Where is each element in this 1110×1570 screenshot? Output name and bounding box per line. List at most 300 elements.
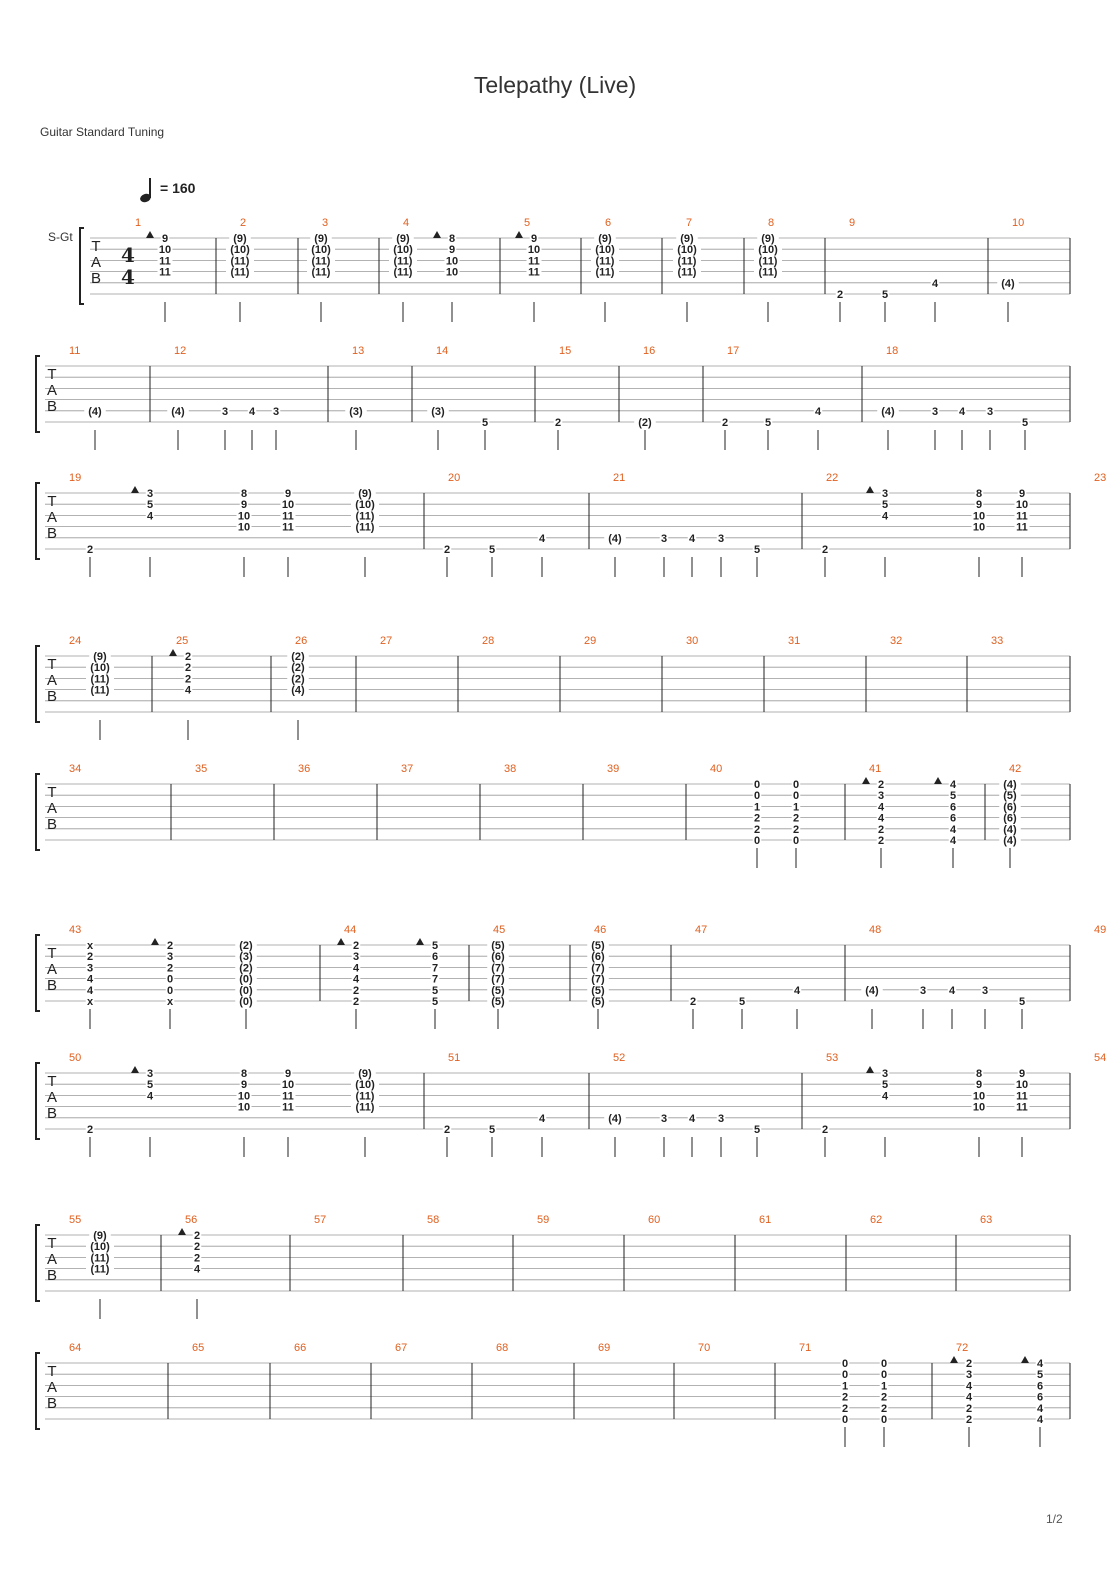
- fret-number: (2): [239, 940, 253, 952]
- measure-number: 53: [826, 1052, 839, 1064]
- fret-number: 4: [193, 1263, 201, 1276]
- upstroke-arrow-icon: [337, 938, 345, 945]
- upstroke-arrow-icon: [131, 1066, 139, 1073]
- fret-number: 4: [86, 984, 94, 997]
- fret-number: (11): [230, 266, 250, 279]
- measure-number: 44: [344, 924, 357, 936]
- measure-number: 7: [686, 217, 693, 229]
- fret-number: 3: [221, 405, 229, 418]
- fret-number: 1: [753, 801, 761, 814]
- fret-number: 2: [352, 984, 360, 997]
- fret-number: 9: [240, 1079, 248, 1092]
- fret-number: 11: [282, 521, 294, 534]
- fret-number: 4: [1036, 1402, 1044, 1415]
- measure-number: 48: [869, 924, 882, 936]
- measure-number: 71: [799, 1342, 812, 1354]
- fret-number: 4: [949, 823, 957, 836]
- fret-number: (10): [393, 244, 413, 257]
- fret-number: (4): [865, 984, 879, 997]
- fret-number: 11: [159, 266, 171, 279]
- fret-number: (5): [591, 940, 605, 952]
- fret-number: 5: [431, 940, 439, 952]
- fret-number: 6: [949, 801, 957, 814]
- measure-number: 38: [504, 763, 517, 775]
- fret-number: (11): [90, 684, 110, 697]
- fret-number: (11): [393, 266, 413, 279]
- fret-number: (6): [1003, 801, 1017, 814]
- tab-clef-letter: A: [46, 382, 58, 399]
- fret-number: 10: [237, 521, 251, 534]
- fret-number: (2): [291, 651, 305, 663]
- fret-number: (4): [291, 684, 305, 697]
- tab-clef-letter: A: [46, 1251, 58, 1268]
- tab-staff: [0, 754, 1110, 884]
- fret-number: 5: [753, 1124, 761, 1136]
- staff-bracket: [36, 1225, 40, 1301]
- fret-number: 3: [931, 405, 939, 418]
- fret-number: 5: [1018, 996, 1026, 1008]
- fret-number: 4: [538, 532, 546, 545]
- fret-number: 6: [431, 951, 439, 964]
- measure-number: 33: [991, 635, 1004, 647]
- fret-number: (7): [491, 973, 505, 986]
- fret-number: x: [86, 940, 94, 952]
- fret-number: 4: [877, 801, 885, 814]
- upstroke-arrow-icon: [515, 231, 523, 238]
- fret-number: 2: [166, 940, 174, 952]
- measure-number: 51: [448, 1052, 461, 1064]
- fret-number: 11: [282, 1101, 294, 1114]
- tab-system: [0, 208, 1110, 338]
- fret-number: (11): [677, 255, 697, 268]
- staff-bracket: [36, 356, 40, 432]
- fret-number: 2: [193, 1230, 201, 1242]
- tempo-value: = 160: [160, 180, 196, 196]
- fret-number: 10: [1015, 1079, 1029, 1092]
- upstroke-arrow-icon: [416, 938, 424, 945]
- measure-number: 65: [192, 1342, 205, 1354]
- fret-number: (11): [230, 255, 250, 268]
- tab-staff: [0, 626, 1110, 756]
- fret-number: (7): [591, 962, 605, 975]
- fret-number: (5): [591, 996, 605, 1008]
- fret-number: 8: [448, 233, 456, 245]
- measure-number: 45: [493, 924, 506, 936]
- fret-number: 3: [166, 951, 174, 964]
- fret-number: 5: [1021, 417, 1029, 429]
- measure-number: 10: [1012, 217, 1025, 229]
- fret-number: 4: [688, 532, 696, 545]
- fret-number: 4: [948, 984, 956, 997]
- fret-number: 3: [272, 405, 280, 418]
- fret-number: 10: [972, 521, 986, 534]
- fret-number: (4): [608, 1112, 622, 1125]
- fret-number: 10: [527, 244, 541, 257]
- fret-number: (10): [758, 244, 778, 257]
- fret-number: 4: [146, 510, 154, 523]
- fret-number: 9: [975, 1079, 983, 1092]
- measure-number: 41: [869, 763, 882, 775]
- tab-staff: [0, 208, 1110, 338]
- measure-number: 27: [380, 635, 393, 647]
- fret-number: 2: [184, 662, 192, 675]
- tab-clef-letter: A: [46, 672, 58, 689]
- tab-system: [0, 1043, 1110, 1173]
- fret-number: 3: [965, 1369, 973, 1382]
- fret-number: 2: [877, 835, 885, 847]
- measure-number: 50: [69, 1052, 82, 1064]
- fret-number: (2): [291, 662, 305, 675]
- fret-number: (9): [358, 1068, 372, 1080]
- fret-number: 1: [792, 801, 800, 814]
- measure-number: 12: [174, 345, 187, 357]
- measure-number: 4: [403, 217, 410, 229]
- fret-number: 5: [146, 499, 154, 512]
- measure-number: 22: [826, 472, 839, 484]
- upstroke-arrow-icon: [131, 486, 139, 493]
- page-number: 1/2: [1046, 1512, 1063, 1526]
- fret-number: 5: [881, 499, 889, 512]
- measure-number: 19: [69, 472, 82, 484]
- fret-number: 0: [841, 1369, 849, 1382]
- tab-clef-letter: B: [46, 1105, 58, 1122]
- fret-number: (4): [171, 405, 185, 418]
- fret-number: (9): [93, 651, 107, 663]
- fret-number: 4: [949, 779, 957, 791]
- fret-number: (2): [239, 962, 253, 975]
- fret-number: 4: [814, 405, 822, 418]
- upstroke-arrow-icon: [934, 777, 942, 784]
- fret-number: 10: [972, 1101, 986, 1114]
- fret-number: (4): [88, 405, 102, 418]
- tab-clef-letter: T: [91, 238, 101, 255]
- tab-system: [0, 1333, 1110, 1463]
- fret-number: 2: [721, 417, 729, 429]
- fret-number: (9): [598, 233, 612, 245]
- tab-staff: [0, 1333, 1110, 1463]
- fret-number: 2: [554, 417, 562, 429]
- fret-number: x: [166, 996, 174, 1008]
- staff-bracket: [36, 483, 40, 559]
- fret-number: 0: [792, 835, 800, 847]
- fret-number: (4): [1003, 823, 1017, 836]
- tab-clef-letter: A: [46, 961, 58, 978]
- measure-number: 66: [294, 1342, 307, 1354]
- fret-number: 1: [880, 1380, 888, 1393]
- measure-number: 61: [759, 1214, 772, 1226]
- tab-system: [0, 463, 1110, 593]
- fret-number: 3: [660, 1112, 668, 1125]
- tab-clef-letter: A: [46, 509, 58, 526]
- fret-number: 7: [431, 962, 439, 975]
- tab-clef-letter: B: [46, 688, 58, 705]
- fret-number: 2: [792, 812, 800, 825]
- measure-number: 64: [69, 1342, 82, 1354]
- fret-number: 10: [281, 1079, 295, 1092]
- fret-number: (0): [239, 984, 253, 997]
- fret-number: 4: [949, 835, 957, 847]
- fret-number: 0: [753, 779, 761, 791]
- fret-number: 9: [161, 233, 169, 245]
- fret-number: 2: [965, 1402, 973, 1415]
- fret-number: (10): [311, 244, 331, 257]
- tab-clef-letter: B: [46, 977, 58, 994]
- measure-number: 20: [448, 472, 461, 484]
- measure-number: 62: [870, 1214, 883, 1226]
- fret-number: 5: [488, 544, 496, 556]
- tempo-marking: [140, 178, 230, 206]
- fret-number: 3: [660, 532, 668, 545]
- fret-number: (11): [595, 266, 615, 279]
- fret-number: (11): [90, 673, 110, 686]
- fret-number: 2: [821, 1124, 829, 1136]
- measure-number: 57: [314, 1214, 327, 1226]
- fret-number: (5): [591, 984, 605, 997]
- measure-number: 17: [727, 345, 740, 357]
- fret-number: (11): [355, 1101, 375, 1114]
- staff-bracket: [36, 935, 40, 1011]
- fret-number: 8: [240, 488, 248, 500]
- fret-number: 10: [972, 1090, 986, 1103]
- fret-number: (3): [431, 405, 445, 418]
- tab-clef-letter: B: [90, 270, 102, 287]
- fret-number: 9: [240, 499, 248, 512]
- staff-bracket: [36, 1063, 40, 1139]
- tab-clef-letter: T: [47, 945, 57, 962]
- fret-number: 4: [248, 405, 256, 418]
- fret-number: 10: [1015, 499, 1029, 512]
- fret-number: 2: [86, 1124, 94, 1136]
- fret-number: (11): [758, 255, 778, 268]
- fret-number: 4: [931, 277, 939, 290]
- fret-number: (3): [239, 951, 253, 964]
- fret-number: (11): [393, 255, 413, 268]
- tab-clef-letter: A: [90, 254, 102, 271]
- fret-number: (11): [677, 266, 697, 279]
- fret-number: 0: [880, 1358, 888, 1370]
- fret-number: (11): [90, 1252, 110, 1265]
- fret-number: 4: [184, 684, 192, 697]
- fret-number: 9: [448, 244, 456, 257]
- fret-number: 4: [965, 1391, 973, 1404]
- fret-number: 6: [1036, 1380, 1044, 1393]
- measure-number: 46: [594, 924, 607, 936]
- tab-system: [0, 626, 1110, 756]
- fret-number: (11): [90, 1263, 110, 1276]
- tab-clef-letter: T: [47, 1073, 57, 1090]
- fret-number: 4: [793, 984, 801, 997]
- measure-number: 26: [295, 635, 308, 647]
- fret-number: 2: [877, 779, 885, 791]
- measure-number: 16: [643, 345, 656, 357]
- measure-number: 68: [496, 1342, 509, 1354]
- fret-number: 2: [841, 1391, 849, 1404]
- fret-number: 10: [158, 244, 172, 257]
- fret-number: 3: [146, 1068, 154, 1080]
- measure-number: 42: [1009, 763, 1022, 775]
- tab-staff: [0, 1205, 1110, 1335]
- fret-number: 2: [443, 1124, 451, 1136]
- fret-number: (4): [1001, 277, 1015, 290]
- upstroke-arrow-icon: [169, 649, 177, 656]
- tab-system: [0, 915, 1110, 1045]
- measure-number: 55: [69, 1214, 82, 1226]
- fret-number: 5: [1036, 1369, 1044, 1382]
- upstroke-arrow-icon: [862, 777, 870, 784]
- fret-number: 9: [530, 233, 538, 245]
- fret-number: 3: [146, 488, 154, 500]
- measure-number: 69: [598, 1342, 611, 1354]
- fret-number: 3: [986, 405, 994, 418]
- fret-number: (5): [491, 996, 505, 1008]
- fret-number: 4: [881, 1090, 889, 1103]
- fret-number: (10): [677, 244, 697, 257]
- fret-number: 2: [841, 1402, 849, 1415]
- song-title: Telepathy (Live): [473, 72, 637, 98]
- measure-number: 32: [890, 635, 903, 647]
- fret-number: 4: [86, 973, 94, 986]
- fret-number: 2: [965, 1414, 973, 1426]
- fret-number: (9): [233, 233, 247, 245]
- tab-staff: [0, 336, 1110, 466]
- measure-number: 23: [1094, 472, 1107, 484]
- fret-number: (0): [239, 973, 253, 986]
- time-signature-top: 4: [121, 243, 135, 267]
- fret-number: 4: [965, 1380, 973, 1393]
- fret-number: 0: [792, 779, 800, 791]
- fret-number: 4: [352, 973, 360, 986]
- measure-number: 36: [298, 763, 311, 775]
- tuning-label: Guitar Standard Tuning: [40, 125, 165, 139]
- fret-number: 0: [166, 984, 174, 997]
- quarter-note-stem: [149, 178, 151, 198]
- measure-number: 21: [613, 472, 626, 484]
- measure-number: 25: [176, 635, 189, 647]
- fret-number: (2): [291, 673, 305, 686]
- measure-number: 9: [849, 217, 856, 229]
- fret-number: (6): [591, 951, 605, 964]
- staff-bracket: [36, 646, 40, 722]
- tab-clef-letter: B: [46, 1395, 58, 1412]
- measure-number: 70: [698, 1342, 711, 1354]
- fret-number: (9): [358, 488, 372, 500]
- fret-number: 10: [237, 1090, 251, 1103]
- fret-number: (4): [1003, 835, 1017, 847]
- upstroke-arrow-icon: [151, 938, 159, 945]
- tab-clef-letter: T: [47, 1235, 57, 1252]
- tab-staff: [0, 463, 1110, 593]
- tab-system: [0, 1205, 1110, 1335]
- fret-number: 10: [972, 510, 986, 523]
- fret-number: 2: [166, 962, 174, 975]
- tab-staff: [0, 915, 1110, 1045]
- fret-number: 2: [689, 996, 697, 1008]
- tab-clef-letter: T: [47, 366, 57, 383]
- fret-number: 2: [792, 823, 800, 836]
- time-signature-bottom: 4: [121, 265, 135, 289]
- fret-number: 5: [431, 984, 439, 997]
- fret-number: (11): [758, 266, 778, 279]
- measure-number: 14: [436, 345, 449, 357]
- fret-number: (6): [1003, 812, 1017, 825]
- fret-number: 0: [880, 1414, 888, 1426]
- fret-number: 5: [881, 289, 889, 301]
- fret-number: 2: [184, 673, 192, 686]
- fret-number: 11: [528, 255, 540, 268]
- tab-clef-letter: A: [46, 1089, 58, 1106]
- measure-number: 43: [69, 924, 82, 936]
- fret-number: 11: [528, 266, 540, 279]
- fret-number: (3): [349, 405, 363, 418]
- fret-number: 5: [881, 1079, 889, 1092]
- measure-number: 28: [482, 635, 495, 647]
- measure-number: 35: [195, 763, 208, 775]
- measure-number: 72: [956, 1342, 969, 1354]
- tab-clef-letter: T: [47, 1363, 57, 1380]
- fret-number: (0): [239, 996, 253, 1008]
- fret-number: 11: [159, 255, 171, 268]
- fret-number: (10): [90, 1241, 110, 1254]
- fret-number: 11: [1016, 510, 1028, 523]
- fret-number: 0: [753, 835, 761, 847]
- fret-number: (6): [491, 951, 505, 964]
- fret-number: 3: [86, 962, 94, 975]
- measure-number: 3: [322, 217, 329, 229]
- tab-clef-letter: B: [46, 816, 58, 833]
- fret-number: 2: [880, 1402, 888, 1415]
- fret-number: 11: [1016, 1101, 1028, 1114]
- fret-number: 8: [975, 1068, 983, 1080]
- fret-number: 2: [821, 544, 829, 556]
- fret-number: 2: [753, 812, 761, 825]
- tab-system: [0, 754, 1110, 884]
- fret-number: 10: [445, 266, 459, 279]
- measure-number: 52: [613, 1052, 626, 1064]
- upstroke-arrow-icon: [178, 1228, 186, 1235]
- fret-number: 2: [877, 823, 885, 836]
- measure-number: 2: [240, 217, 247, 229]
- fret-number: 0: [841, 1414, 849, 1426]
- measure-number: 67: [395, 1342, 408, 1354]
- fret-number: 10: [445, 255, 459, 268]
- fret-number: (5): [1003, 790, 1017, 803]
- fret-number: 3: [352, 951, 360, 964]
- fret-number: (10): [230, 244, 250, 257]
- measure-number: 40: [710, 763, 723, 775]
- measure-number: 34: [69, 763, 82, 775]
- measure-number: 37: [401, 763, 414, 775]
- fret-number: 2: [836, 289, 844, 301]
- fret-number: (11): [311, 266, 331, 279]
- fret-number: (5): [491, 940, 505, 952]
- fret-number: 10: [281, 499, 295, 512]
- fret-number: 4: [1036, 1358, 1044, 1370]
- fret-number: 2: [184, 651, 192, 663]
- fret-number: 2: [352, 996, 360, 1008]
- measure-number: 11: [69, 345, 81, 357]
- fret-number: (4): [1003, 779, 1017, 791]
- measure-number: 30: [686, 635, 699, 647]
- fret-number: (10): [90, 662, 110, 675]
- fret-number: 0: [792, 790, 800, 803]
- measure-number: 39: [607, 763, 620, 775]
- fret-number: (7): [491, 962, 505, 975]
- fret-number: (9): [314, 233, 328, 245]
- measure-number: 49: [1094, 924, 1107, 936]
- fret-number: 4: [958, 405, 966, 418]
- fret-number: 2: [753, 823, 761, 836]
- fret-number: 4: [881, 510, 889, 523]
